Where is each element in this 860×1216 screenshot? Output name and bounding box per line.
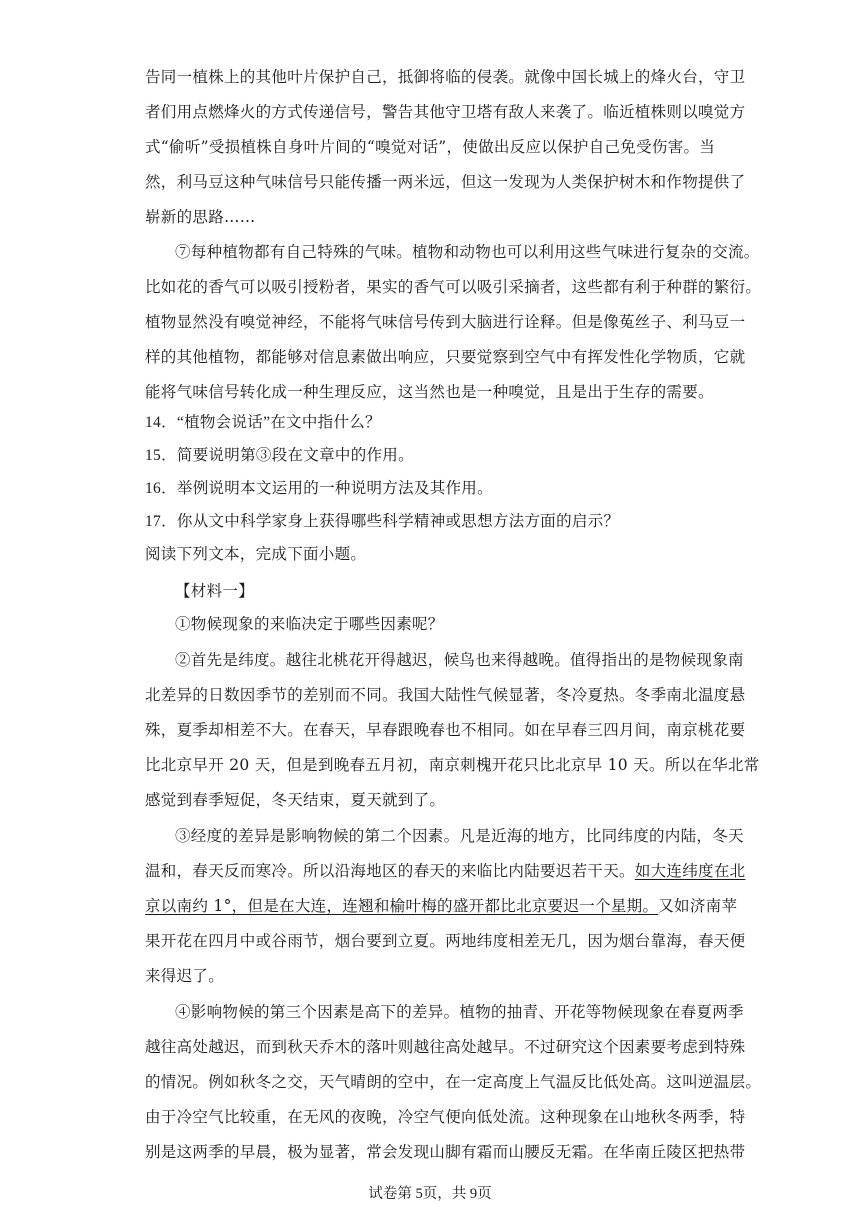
page-footer: 试卷第 5页，共 9页 [368,1186,492,1202]
m2-line-3: 殊，夏季却相差不大。在春天，早春跟晚春也不相同。如在早春三四月间，南京桃花要 [145,721,746,739]
m3-line-5: 来得迟了。 [145,967,225,985]
m3-line-1: ③经度的差异是影响物候的第二个因素。凡是近海的地方，比同纬度的内陆，冬天 [175,827,744,845]
question-16: 16．举例说明本文运用的一种说明方法及其作用。 [145,480,493,497]
para7-line-1: ⑦每种植物都有自己特殊的气味。植物和动物也可以利用这些气味进行复杂的交流。 [175,243,760,261]
material-para-1: ①物候现象的来临决定于哪些因素呢？ [175,615,444,633]
underlined-sentence-part-2: 京以南约 1°，但是在大连，连翘和榆叶梅的盛开都比北京要迟一个星期。 [145,897,659,915]
m3-line-2-plain: 温和，春天反而寒冷。所以沿海地区的春天的来临比内陆要迟若干天。 [145,862,635,880]
para6-line-4: 然，利马豆这种气味信号只能传播一两米远，但这一发现为人类保护树木和作物提供了 [145,173,746,191]
question-14: 14．“植物会说话”在文中指什么？ [145,414,381,431]
question-17: 17．你从文中科学家身上获得哪些科学精神或思想方法方面的启示？ [145,513,620,530]
m2-line-5: 感觉到春季短促，冬天结束，夏天就到了。 [145,791,446,809]
m4-line-5: 别是这两季的早晨，极为显著，常会发现山脚有霜而山腰反无霜。在华南丘陵区把热带 [145,1143,746,1161]
m2-line-2: 北差异的日数因季节的差别而不同。我国大陆性气候显著，冬冷夏热。冬季南北温度悬 [145,686,746,704]
underlined-sentence-part-1: 如大连纬度在北 [634,862,746,880]
para7-line-4: 样的其他植物，都能够对信息素做出响应，只要觉察到空气中有挥发性化学物质，它就 [145,348,746,366]
m4-line-1: ④影响物候的第三个因素是高下的差异。植物的抽青、开花等物候现象在春夏两季 [175,1003,744,1021]
reading-instruction: 阅读下列文本，完成下面小题。 [145,546,367,563]
m4-line-2: 越往高处越迟，而到秋天乔木的落叶则越往高处越早。不过研究这个因素要考虑到特殊 [145,1038,746,1056]
para7-line-2: 比如花的香气可以吸引授粉者，果实的香气可以吸引采摘者，这些都有利于种群的繁衍。 [145,278,762,296]
m3-line-2 [145,861,746,881]
para6-line-3: 式“偷听”受损植株自身叶片间的“嗅觉对话”，使做出反应以保护自己免受伤害。当 [145,138,716,156]
m2-line-1: ②首先是纬度。越往北桃花开得越迟，候鸟也来得越晚。值得指出的是物候现象南 [175,651,744,669]
para6-line-2: 者们用点燃烽火的方式传递信号，警告其他守卫塔有敌人来袭了。临近植株则以嗅觉方 [145,103,746,121]
para6-line-5: 崭新的思路…… [145,208,256,226]
para7-line-5: 能将气味信号转化成一种生理反应，这当然也是一种嗅觉，且是出于生存的需要。 [145,383,714,401]
m3-line-3 [145,896,738,916]
para6-line-1: 告同一植株上的其他叶片保护自己，抵御将临的侵袭。就像中国长城上的烽火台，守卫 [145,68,746,86]
m4-line-3: 的情况。例如秋冬之交，天气晴朗的空中，在一定高度上气温反比低处高。这叫逆温层。 [145,1073,762,1091]
question-15: 15．简要说明第③段在文章中的作用。 [145,447,414,464]
m3-line-3-plain: 又如济南苹 [658,897,738,915]
m3-line-4: 果开花在四月中或谷雨节，烟台要到立夏。两地纬度相差无几，因为烟台靠海，春天便 [145,932,746,950]
para7-line-3: 植物显然没有嗅觉神经，不能将气味信号传到大脑进行诠释。但是像菟丝子、利马豆一 [145,313,746,331]
m2-line-4: 比北京早开 20 天，但是到晚春五月初，南京刺槐开花只比北京早 10 天。所以在华北常 [145,756,760,774]
material-title: 【材料一】 [175,582,255,600]
m4-line-4: 由于冷空气比较重，在无风的夜晚，冷空气便向低处流。这种现象在山地秋冬两季，特 [145,1108,746,1126]
